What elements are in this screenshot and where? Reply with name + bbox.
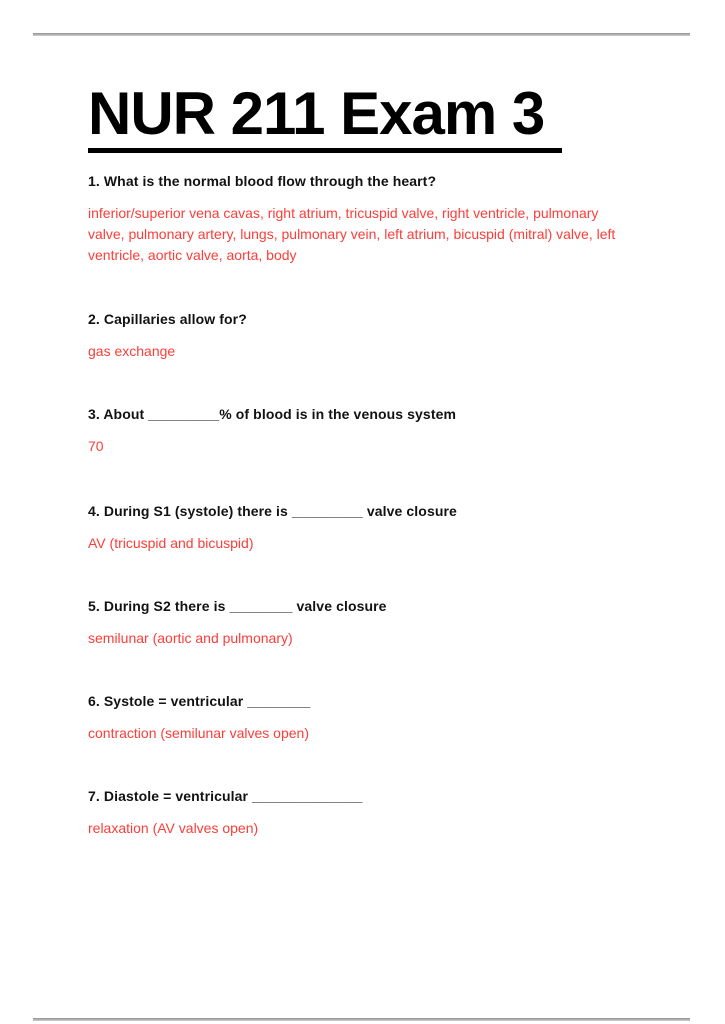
qa-block-2	[88, 309, 636, 362]
qa-block-3	[88, 404, 636, 457]
question-text: 1. What is the normal blood flow through the heart?	[88, 173, 437, 189]
question-text: 5. During S2 there is ________ valve closure	[88, 598, 387, 614]
answer-text: contraction (semilunar valves open)	[88, 725, 309, 741]
answer-text: 70	[88, 438, 104, 454]
answer-text: gas exchange	[88, 343, 176, 359]
qa-block-4	[88, 501, 636, 554]
page-title: NUR 211 Exam 3	[88, 84, 562, 153]
qa-block-6	[88, 691, 636, 744]
answer-text: AV (tricuspid and bicuspid)	[88, 535, 254, 551]
qa-block-7	[88, 786, 636, 839]
answer-text: semilunar (aortic and pulmonary)	[88, 630, 293, 646]
qa-block-5	[88, 596, 636, 649]
question-text: 7. Diastole = ventricular ______________	[88, 788, 363, 804]
question-text: 4. During S1 (systole) there is _________ valve closure	[88, 503, 457, 519]
question-text: 6. Systole = ventricular ________	[88, 693, 311, 709]
question-text: 3. About _________% of blood is in the venous system	[88, 406, 457, 422]
page-bottom-rule	[33, 1018, 690, 1021]
question-text: 2. Capillaries allow for?	[88, 311, 247, 327]
answer-text: inferior/superior vena cavas, right atrium, tricuspid valve, right ventricle, pulmonary valve, pulmonary artery, lungs, pulmonary vein, left atrium, bicuspid (mitral) valve, left ventricle, aortic valve, aorta, body	[88, 205, 616, 263]
page-top-rule	[33, 33, 690, 36]
answer-text: relaxation (AV valves open)	[88, 820, 259, 836]
qa-block-1	[88, 171, 636, 266]
